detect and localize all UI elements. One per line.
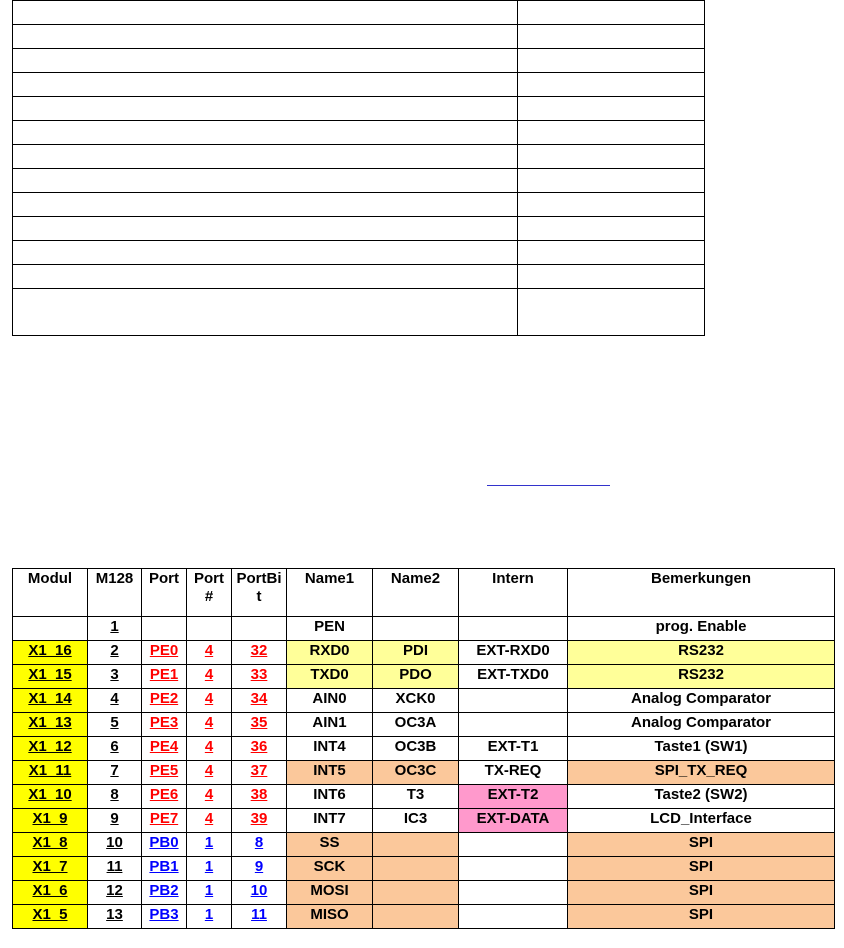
cell-name2: PDO xyxy=(373,665,459,689)
cell-portbit: 32 xyxy=(232,641,287,665)
cell-m128: 2 xyxy=(88,641,142,665)
cell-modul: X1_7 xyxy=(13,857,88,881)
cell-intern xyxy=(459,833,568,857)
hyperlink-underline[interactable] xyxy=(487,485,610,486)
empty-table-cell xyxy=(518,241,705,265)
cell-bemerkung: Analog Comparator xyxy=(568,689,835,713)
empty-table-row xyxy=(13,289,705,336)
cell-modul: X1_15 xyxy=(13,665,88,689)
cell-intern xyxy=(459,857,568,881)
cell-intern: EXT-RXD0 xyxy=(459,641,568,665)
cell-port: PE2 xyxy=(142,689,187,713)
cell-bemerkung: Taste1 (SW1) xyxy=(568,737,835,761)
cell-intern xyxy=(459,881,568,905)
table-row xyxy=(13,665,835,689)
cell-m128: 1 xyxy=(88,617,142,641)
cell-modul: X1_12 xyxy=(13,737,88,761)
empty-table-row xyxy=(13,265,705,289)
cell-intern: EXT-T2 xyxy=(459,785,568,809)
table-row xyxy=(13,617,835,641)
empty-table-cell xyxy=(518,25,705,49)
cell-port: PE5 xyxy=(142,761,187,785)
empty-table-row xyxy=(13,25,705,49)
cell-port: PE4 xyxy=(142,737,187,761)
empty-table-cell xyxy=(13,121,518,145)
cell-name1: INT4 xyxy=(287,737,373,761)
cell-m128: 13 xyxy=(88,905,142,929)
cell-m128: 3 xyxy=(88,665,142,689)
empty-table-row xyxy=(13,145,705,169)
empty-table-row xyxy=(13,97,705,121)
cell-modul xyxy=(13,617,88,641)
header-port-number: Port # xyxy=(187,569,232,617)
empty-table-row xyxy=(13,49,705,73)
cell-name2: XCK0 xyxy=(373,689,459,713)
cell-portbit: 39 xyxy=(232,809,287,833)
cell-name2 xyxy=(373,833,459,857)
cell-port xyxy=(142,617,187,641)
cell-portbit: 34 xyxy=(232,689,287,713)
cell-name2: OC3A xyxy=(373,713,459,737)
cell-portnum: 4 xyxy=(187,665,232,689)
empty-table-cell xyxy=(518,145,705,169)
cell-port: PE0 xyxy=(142,641,187,665)
cell-portnum: 4 xyxy=(187,713,232,737)
empty-table-row xyxy=(13,73,705,97)
cell-bemerkung: SPI xyxy=(568,833,835,857)
cell-m128: 11 xyxy=(88,857,142,881)
table-row xyxy=(13,737,835,761)
cell-portbit: 38 xyxy=(232,785,287,809)
header-row xyxy=(13,569,835,617)
cell-m128: 5 xyxy=(88,713,142,737)
cell-port: PE6 xyxy=(142,785,187,809)
cell-modul: X1_16 xyxy=(13,641,88,665)
cell-m128: 12 xyxy=(88,881,142,905)
cell-modul: X1_13 xyxy=(13,713,88,737)
cell-portnum: 4 xyxy=(187,785,232,809)
cell-portnum: 4 xyxy=(187,809,232,833)
cell-portbit: 10 xyxy=(232,881,287,905)
cell-name2 xyxy=(373,905,459,929)
table-row xyxy=(13,713,835,737)
empty-table-cell xyxy=(518,121,705,145)
empty-table-row xyxy=(13,193,705,217)
cell-intern: EXT-TXD0 xyxy=(459,665,568,689)
cell-modul: X1_14 xyxy=(13,689,88,713)
cell-name1: MOSI xyxy=(287,881,373,905)
cell-bemerkung: RS232 xyxy=(568,641,835,665)
cell-modul: X1_11 xyxy=(13,761,88,785)
table-row xyxy=(13,809,835,833)
cell-portnum: 4 xyxy=(187,689,232,713)
cell-name2: OC3B xyxy=(373,737,459,761)
cell-name1: TXD0 xyxy=(287,665,373,689)
cell-portbit: 36 xyxy=(232,737,287,761)
cell-name1: INT6 xyxy=(287,785,373,809)
empty-table-cell xyxy=(13,265,518,289)
cell-port: PB3 xyxy=(142,905,187,929)
cell-intern xyxy=(459,617,568,641)
cell-name2: PDI xyxy=(373,641,459,665)
header-name2: Name2 xyxy=(373,569,459,617)
cell-name1: SS xyxy=(287,833,373,857)
empty-table-cell xyxy=(13,145,518,169)
header-intern: Intern xyxy=(459,569,568,617)
cell-name2 xyxy=(373,881,459,905)
cell-intern: EXT-DATA xyxy=(459,809,568,833)
cell-portbit: 9 xyxy=(232,857,287,881)
empty-table-cell xyxy=(518,289,705,336)
cell-intern: EXT-T1 xyxy=(459,737,568,761)
cell-portnum: 1 xyxy=(187,833,232,857)
cell-bemerkung: SPI_TX_REQ xyxy=(568,761,835,785)
cell-bemerkung: SPI xyxy=(568,905,835,929)
empty-table-cell xyxy=(13,1,518,25)
empty-table-cell xyxy=(518,73,705,97)
cell-portnum: 4 xyxy=(187,641,232,665)
cell-portbit: 33 xyxy=(232,665,287,689)
cell-portbit: 35 xyxy=(232,713,287,737)
cell-modul: X1_6 xyxy=(13,881,88,905)
empty-table-cell xyxy=(13,289,518,336)
cell-intern xyxy=(459,713,568,737)
cell-port: PB0 xyxy=(142,833,187,857)
cell-portnum: 1 xyxy=(187,881,232,905)
header-port: Port xyxy=(142,569,187,617)
cell-name1: MISO xyxy=(287,905,373,929)
cell-m128: 8 xyxy=(88,785,142,809)
cell-port: PB2 xyxy=(142,881,187,905)
empty-table-cell xyxy=(518,265,705,289)
cell-portbit xyxy=(232,617,287,641)
empty-table-cell xyxy=(518,97,705,121)
cell-portnum: 1 xyxy=(187,857,232,881)
empty-table-row xyxy=(13,241,705,265)
table-row xyxy=(13,761,835,785)
header-bemerkungen: Bemerkungen xyxy=(568,569,835,617)
empty-table-row xyxy=(13,217,705,241)
cell-port: PE3 xyxy=(142,713,187,737)
cell-name1: INT7 xyxy=(287,809,373,833)
table-row xyxy=(13,641,835,665)
cell-m128: 4 xyxy=(88,689,142,713)
cell-name1: RXD0 xyxy=(287,641,373,665)
cell-portnum xyxy=(187,617,232,641)
table-row xyxy=(13,689,835,713)
header-name1: Name1 xyxy=(287,569,373,617)
cell-portnum: 4 xyxy=(187,737,232,761)
empty-table-cell xyxy=(13,25,518,49)
empty-table-cell xyxy=(13,49,518,73)
cell-name1: AIN0 xyxy=(287,689,373,713)
table-row xyxy=(13,881,835,905)
empty-table-cell xyxy=(13,193,518,217)
empty-table-cell xyxy=(518,169,705,193)
cell-m128: 6 xyxy=(88,737,142,761)
cell-name1: AIN1 xyxy=(287,713,373,737)
cell-bemerkung: prog. Enable xyxy=(568,617,835,641)
header-portbit: PortBi t xyxy=(232,569,287,617)
cell-intern: TX-REQ xyxy=(459,761,568,785)
cell-bemerkung: SPI xyxy=(568,857,835,881)
empty-table-cell xyxy=(518,49,705,73)
cell-port: PE7 xyxy=(142,809,187,833)
empty-table xyxy=(12,0,705,336)
table-row xyxy=(13,857,835,881)
cell-port: PB1 xyxy=(142,857,187,881)
cell-intern xyxy=(459,905,568,929)
cell-m128: 9 xyxy=(88,809,142,833)
header-m128: M128 xyxy=(88,569,142,617)
cell-m128: 10 xyxy=(88,833,142,857)
cell-portnum: 4 xyxy=(187,761,232,785)
table-row xyxy=(13,785,835,809)
cell-name2: IC3 xyxy=(373,809,459,833)
empty-table-cell xyxy=(13,241,518,265)
cell-modul: X1_10 xyxy=(13,785,88,809)
cell-portbit: 37 xyxy=(232,761,287,785)
cell-name2: OC3C xyxy=(373,761,459,785)
empty-table-cell xyxy=(13,97,518,121)
cell-name2: T3 xyxy=(373,785,459,809)
cell-name1: INT5 xyxy=(287,761,373,785)
cell-intern xyxy=(459,689,568,713)
empty-table-row xyxy=(13,121,705,145)
empty-table-cell xyxy=(518,193,705,217)
empty-table-cell xyxy=(13,217,518,241)
pin-assignment-table xyxy=(12,568,835,929)
cell-bemerkung: RS232 xyxy=(568,665,835,689)
cell-bemerkung: Taste2 (SW2) xyxy=(568,785,835,809)
empty-table-cell xyxy=(13,169,518,193)
cell-modul: X1_5 xyxy=(13,905,88,929)
table-row xyxy=(13,905,835,929)
cell-bemerkung: SPI xyxy=(568,881,835,905)
cell-modul: X1_8 xyxy=(13,833,88,857)
cell-name2 xyxy=(373,617,459,641)
empty-table-row xyxy=(13,169,705,193)
header-modul: Modul xyxy=(13,569,88,617)
empty-table-row xyxy=(13,1,705,25)
cell-portbit: 8 xyxy=(232,833,287,857)
cell-bemerkung: Analog Comparator xyxy=(568,713,835,737)
empty-table-cell xyxy=(518,1,705,25)
cell-m128: 7 xyxy=(88,761,142,785)
table-row xyxy=(13,833,835,857)
cell-portbit: 11 xyxy=(232,905,287,929)
cell-name1: PEN xyxy=(287,617,373,641)
cell-modul: X1_9 xyxy=(13,809,88,833)
cell-portnum: 1 xyxy=(187,905,232,929)
cell-name1: SCK xyxy=(287,857,373,881)
cell-port: PE1 xyxy=(142,665,187,689)
empty-table-cell xyxy=(13,73,518,97)
cell-name2 xyxy=(373,857,459,881)
empty-table-cell xyxy=(518,217,705,241)
cell-bemerkung: LCD_Interface xyxy=(568,809,835,833)
